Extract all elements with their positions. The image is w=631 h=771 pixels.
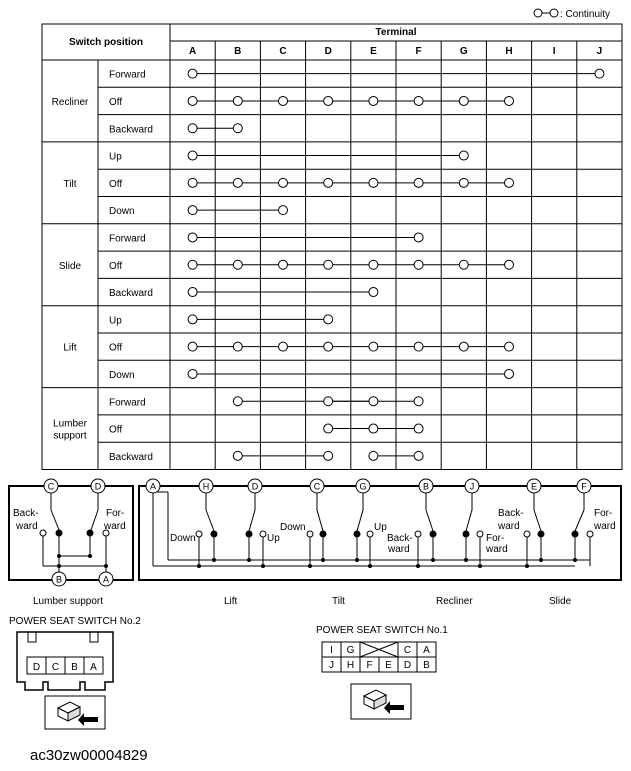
switch-position-label: Backward [109, 288, 153, 300]
terminal-pin-label: E [530, 481, 538, 492]
main-captions [224, 596, 572, 607]
terminal-continuity-circle [279, 206, 288, 215]
terminal-continuity-circle [369, 342, 378, 351]
group-name: Lumber [53, 418, 87, 430]
group-name: Slide [58, 260, 82, 272]
label-slide-forward-1: For- [594, 508, 613, 519]
terminal-continuity-circle [324, 96, 333, 105]
caption-lumber-support: Lumber support [33, 596, 104, 607]
connector-no1-pins [322, 642, 436, 672]
connector-switch-no1 [316, 625, 448, 719]
terminal-continuity-circle [505, 178, 514, 187]
connector-no1-pin: J [329, 660, 334, 671]
terminal-continuity-circle [233, 342, 242, 351]
caption-tilt: Tilt [332, 596, 345, 607]
label-backward-1: Back- [13, 508, 39, 519]
connector-no1-pin: B [423, 660, 430, 671]
connector-no2-pin: A [90, 662, 97, 673]
continuity-legend [534, 9, 610, 20]
terminal-continuity-circle [369, 397, 378, 406]
caption-slide: Slide [549, 596, 572, 607]
terminal-pin-label: H [202, 481, 210, 492]
terminal-continuity-circle [369, 178, 378, 187]
terminal-continuity-circle [459, 96, 468, 105]
switch-position-label: Off [109, 178, 123, 190]
terminal-header-j: J [596, 46, 603, 57]
terminal-header-b: B [234, 46, 242, 57]
terminal-continuity-circle [505, 260, 514, 269]
label-forward-2: ward [104, 521, 126, 532]
legend-text: : Continuity [560, 9, 611, 20]
terminal-continuity-circle [279, 342, 288, 351]
terminal-continuity-circle [188, 178, 197, 187]
legend-terminal-circle [550, 9, 558, 17]
terminal-continuity-circle [188, 69, 197, 78]
terminal-continuity-circle [324, 260, 333, 269]
terminal-continuity-circle [324, 424, 333, 433]
terminal-continuity-circle [324, 451, 333, 460]
terminal-pin-label: B [422, 481, 430, 492]
terminal-pin-label: D [94, 481, 102, 492]
label-recliner-backward-2: ward [388, 544, 410, 555]
switch-position-label: Forward [109, 397, 146, 409]
caption-recliner: Recliner [436, 596, 473, 607]
connector-no1-pin: E [385, 660, 392, 671]
legend-terminal-circle [534, 9, 542, 17]
lumbar-labels [13, 508, 126, 532]
connector-no2-pin: C [51, 662, 60, 673]
terminal-continuity-circle [188, 233, 197, 242]
terminal-continuity-circle [414, 233, 423, 242]
terminal-header-e: E [370, 46, 377, 57]
label-lift-up: Up [267, 533, 280, 544]
label-slide-backward-2: ward [498, 521, 520, 532]
switch-position-label: Backward [109, 124, 153, 136]
terminal-continuity-circle [188, 96, 197, 105]
terminal-continuity-circle [414, 178, 423, 187]
terminal-continuity-circle [233, 124, 242, 133]
switch-position-label: Down [109, 369, 135, 381]
terminal-pin-label: F [581, 481, 587, 492]
main-switch-labels [170, 508, 616, 555]
lumbar-support-schematic [9, 486, 133, 580]
continuity-table [42, 24, 622, 470]
connector-no2-pin: B [71, 662, 78, 673]
terminal-continuity-circle [459, 151, 468, 160]
connector-no1-pin: G [346, 645, 355, 656]
switch-position-label: Off [109, 260, 123, 272]
terminal-continuity-circle [188, 369, 197, 378]
terminal-continuity-circle [188, 315, 197, 324]
connector-no1-pin: C [403, 645, 412, 656]
terminal-continuity-circle [505, 96, 514, 105]
switch-position-label: Up [109, 151, 122, 163]
label-slide-backward-1: Back- [498, 508, 524, 519]
terminal-pin-label: D [251, 481, 259, 492]
terminal-continuity-circle [279, 260, 288, 269]
terminal-continuity-circle [233, 397, 242, 406]
group-name: Tilt [63, 178, 77, 190]
connector-no2-pins [27, 657, 103, 674]
terminal-pin-label: J [469, 481, 475, 492]
terminal-header-i: I [552, 46, 556, 57]
terminal-continuity-circle [279, 178, 288, 187]
terminal-continuity-circle [369, 96, 378, 105]
terminal-continuity-circle [324, 342, 333, 351]
label-forward-1: For- [106, 508, 125, 519]
terminal-continuity-circle [188, 124, 197, 133]
terminal-continuity-circle [233, 96, 242, 105]
terminal-pin-label: G [359, 481, 367, 492]
group-name: support [53, 430, 87, 442]
terminal-continuity-circle [414, 96, 423, 105]
switch-position-label: Down [109, 206, 135, 218]
label-recliner-backward-1: Back- [387, 533, 413, 544]
connector-switch-no2 [9, 616, 141, 729]
label-lift-down: Down [170, 533, 196, 544]
terminal-continuity-circle [459, 342, 468, 351]
label-tilt-up: Up [374, 522, 387, 533]
terminal-continuity-circle [324, 397, 333, 406]
terminal-pin-label: C [47, 481, 55, 492]
terminal-continuity-circle [414, 397, 423, 406]
terminal-continuity-circle [369, 288, 378, 297]
label-slide-forward-2: ward [594, 521, 616, 532]
terminal-continuity-circle [414, 424, 423, 433]
connector-no1-pin: H [346, 660, 355, 671]
terminal-continuity-circle [414, 342, 423, 351]
terminal-continuity-circle [324, 315, 333, 324]
terminal-header-a: A [188, 46, 197, 57]
terminal-header-f: F [415, 46, 422, 57]
terminal-continuity-circle [369, 424, 378, 433]
terminal-continuity-circle [414, 260, 423, 269]
terminal-continuity-circle [188, 288, 197, 297]
terminal-continuity-circle [459, 178, 468, 187]
terminal-continuity-circle [414, 451, 423, 460]
connector-no1-pin: I [330, 645, 333, 656]
switch-position-label: Off [109, 96, 123, 108]
switch-position-label: Forward [109, 233, 146, 245]
label-tilt-down: Down [280, 522, 306, 533]
terminal-continuity-circle [279, 96, 288, 105]
header-switch-position: Switch position [69, 37, 143, 48]
connector-no2-pin: D [32, 662, 41, 673]
terminal-continuity-circle [369, 260, 378, 269]
caption-lift: Lift [224, 596, 238, 607]
terminal-header-d: D [324, 46, 332, 57]
label-recliner-forward-2: ward [486, 544, 508, 555]
terminal-continuity-circle [459, 260, 468, 269]
group-name: Recliner [51, 96, 89, 108]
terminal-pin-label: C [313, 481, 321, 492]
connector-no1-pin: D [403, 660, 412, 671]
switch-position-label: Up [109, 315, 122, 327]
terminal-continuity-circle [505, 342, 514, 351]
switch-position-label: Off [109, 424, 123, 436]
lumbar-contacts [40, 530, 109, 568]
group-name: Lift [63, 342, 77, 354]
terminal-continuity-circle [188, 342, 197, 351]
switch-position-label: Backward [109, 451, 153, 463]
terminal-continuity-circle [595, 69, 604, 78]
figure-code: ac30zw00004829 [30, 747, 148, 764]
terminal-continuity-circle [505, 369, 514, 378]
terminal-continuity-circle [233, 451, 242, 460]
terminal-continuity-circle [188, 206, 197, 215]
label-backward-2: ward [16, 521, 38, 532]
label-recliner-forward-1: For- [486, 533, 505, 544]
terminal-header-h: H [505, 46, 513, 57]
terminal-continuity-circle [233, 178, 242, 187]
terminal-continuity-circle [369, 451, 378, 460]
terminal-header-g: G [459, 46, 468, 57]
terminal-pin-label: A [102, 574, 110, 585]
connector-no1-pin: F [366, 660, 373, 671]
connector-no2-title: POWER SEAT SWITCH No.2 [9, 616, 141, 627]
terminal-pin-label: B [55, 574, 63, 585]
terminal-continuity-circle [324, 178, 333, 187]
switch-position-label: Forward [109, 69, 146, 81]
terminal-continuity-circle [233, 260, 242, 269]
connector-no1-title: POWER SEAT SWITCH No.1 [316, 625, 448, 636]
terminal-continuity-circle [188, 260, 197, 269]
terminal-pin-label: A [149, 481, 157, 492]
connector-no1-pin: A [423, 645, 430, 656]
switch-position-label: Off [109, 342, 123, 354]
terminal-continuity-circle [188, 151, 197, 160]
header-terminal: Terminal [375, 27, 417, 38]
terminal-header-c: C [279, 46, 287, 57]
